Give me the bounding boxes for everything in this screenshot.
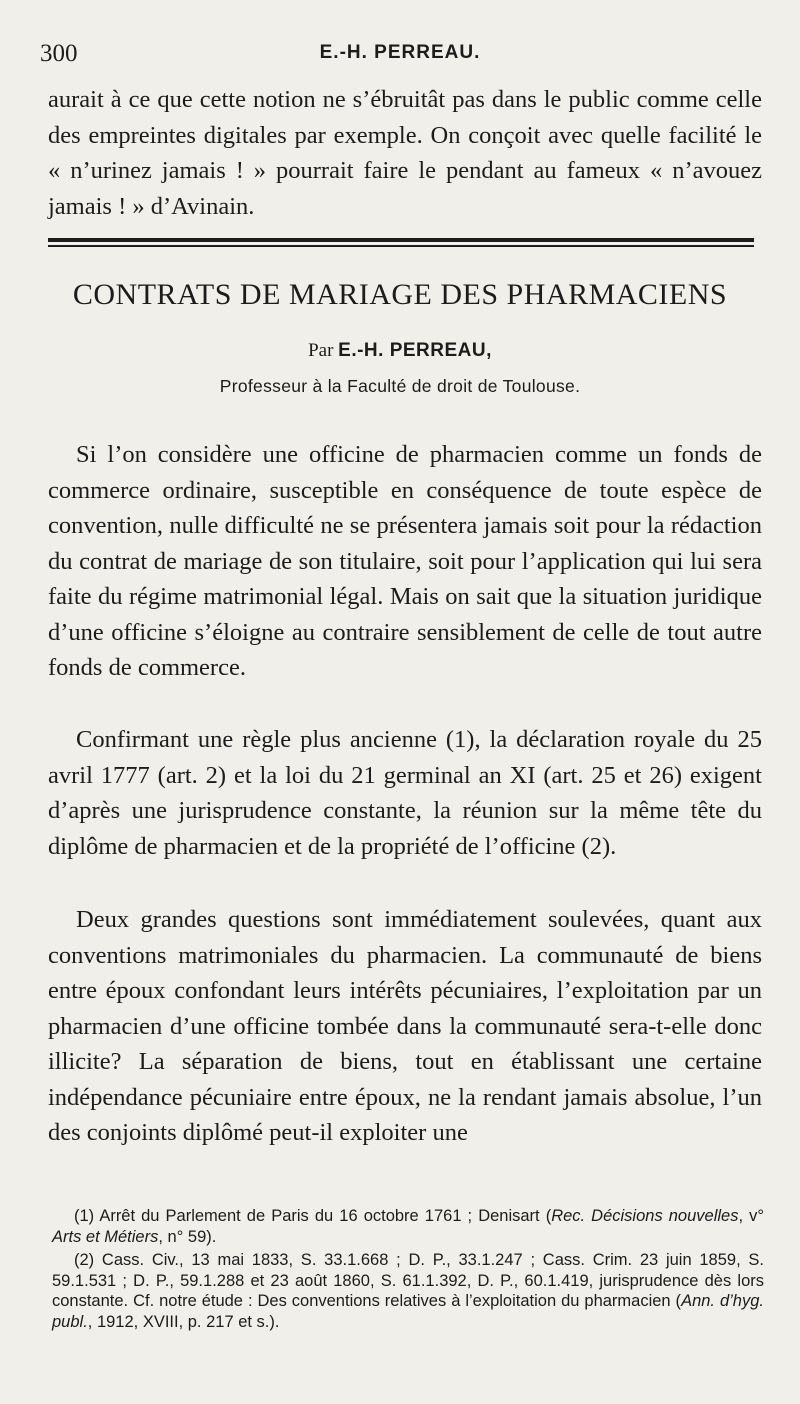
byline	[40, 340, 760, 362]
author-affiliation: Professeur à la Faculté de droit de Toulouse.	[219, 376, 581, 396]
divider-thin-rule	[48, 245, 754, 247]
running-head	[40, 40, 760, 74]
footnote-italic: Arts et Métiers	[52, 1227, 159, 1246]
running-title: E.-H. PERREAU.	[319, 42, 481, 63]
footnote-text: , 1912, XVIII, p. 217 et s.).	[87, 1312, 280, 1331]
footnote-text: (2) Cass. Civ., 13 mai 1833, S. 33.1.668 ; D. P., 33.1.247 ; Cass. Crim. 23 juin 1859, S. 59.1.531 ; D. P., 59.1.288 et 23 août 1860, S. 61.1.392, D. P., 60.1.419, jurisprudence dès lors constante. Cf. notre étude : Des conventions relatives à l’exploitation du pharmacien (	[52, 1251, 764, 1310]
footnote-text: (1) Arrêt du Parlement de Paris du 16 octobre 1761 ; Denisart (	[74, 1207, 552, 1225]
footnote-2	[52, 1250, 764, 1332]
footnote-italic: Rec. Décisions nouvelles	[551, 1207, 739, 1225]
footnotes	[52, 1206, 764, 1335]
footnote-italic: Ann. d’hyg. publ.	[52, 1292, 764, 1331]
byline-prefix: Par	[308, 340, 334, 361]
footnote-text: , n° 59).	[158, 1227, 217, 1246]
byline-author: E.-H. PERREAU,	[338, 340, 492, 361]
footnote-text: , v°	[738, 1207, 764, 1225]
page-number: 300	[40, 40, 78, 67]
section-divider	[48, 238, 754, 247]
article-title: CONTRATS DE MARIAGE DES PHARMACIENS	[72, 278, 728, 311]
body-paragraph: Deux grandes questions sont immédiatement soulevées, quant aux conventions matrimoniales du pharmacien. La communauté de biens entre époux confondant leurs intérêts pécuniaires, l’exploitation par un pharmacien d’une officine tombée dans la communauté sera-t-elle donc illicite? La séparation de biens, tout en établissant une certaine indépendance pécuniaire entre époux, ne la rendant jamais absolue, l’un des conjoints diplômé peut-il exploiter une	[48, 906, 762, 1146]
carry-over-paragraph: aurait à ce que cette notion ne s’ébruitât pas dans le public comme celle des empreintes digitales par exemple. On conçoit avec quelle facilité le « n’urinez jamais ! » pourrait faire le pendant au fameux « n’avouez jamais ! » d’Avinain.	[48, 86, 762, 220]
footnote-1	[52, 1206, 764, 1247]
divider-thick-rule	[48, 238, 754, 242]
body-paragraph: Si l’on considère une officine de pharmacien comme un fonds de commerce ordinaire, susceptible en conséquence de toute espèce de convention, nulle difficulté ne se présentera jamais soit pour la rédaction du contrat de mariage de son titulaire, soit pour l’application qui lui sera faite du régime matrimonial légal. Mais on sait que la situation juridique d’une officine s’éloigne au contraire sensiblement de celle de tout autre fonds de commerce.	[48, 441, 762, 681]
body-paragraph: Confirmant une règle plus ancienne (1), la déclaration royale du 25 avril 1777 (art. 2) et la loi du 21 germinal an XI (art. 25 et 26) exigent d’après une jurisprudence constante, la réunion sur la même tête du diplôme de pharmacien et de la propriété de l’officine (2).	[48, 726, 762, 860]
